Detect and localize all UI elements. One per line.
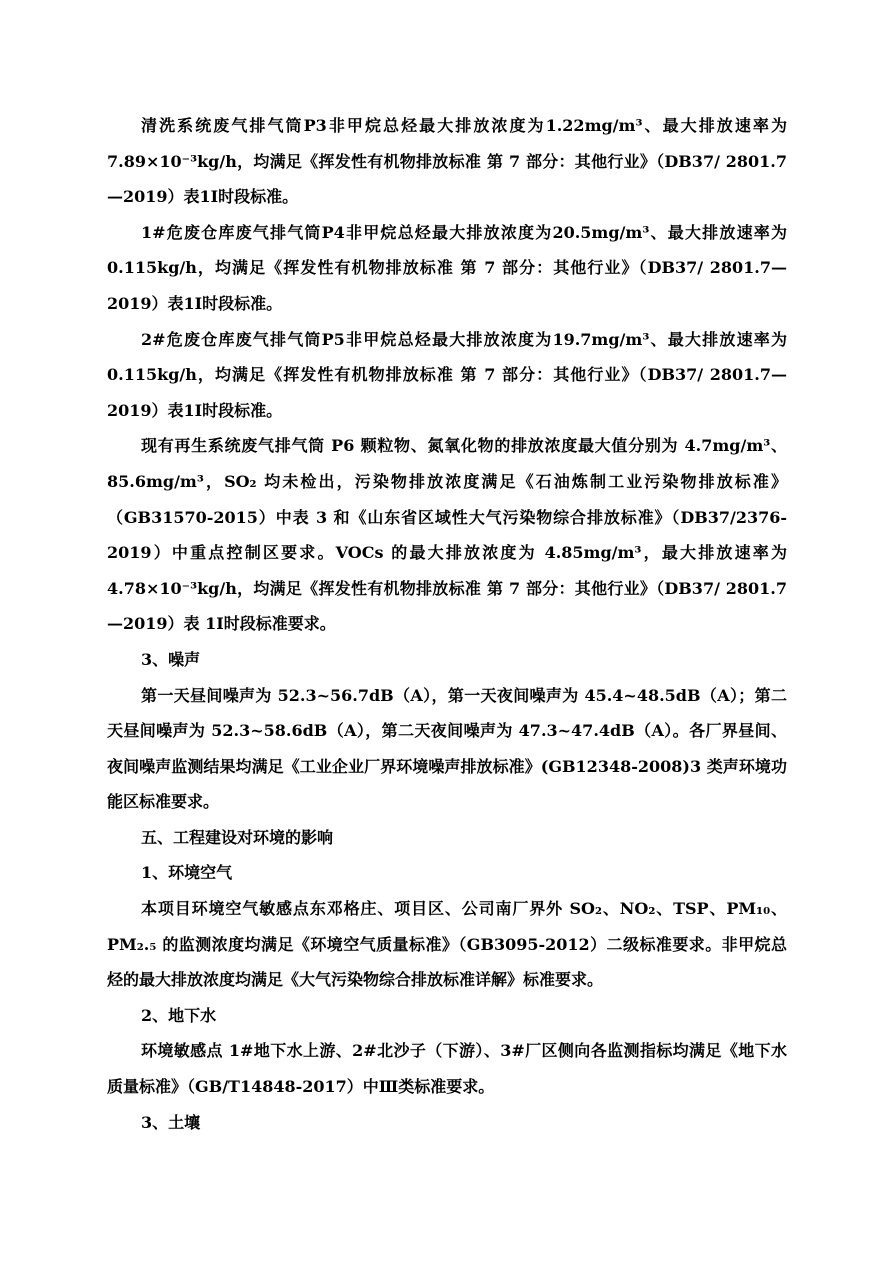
paragraph-noise: 第一天昼间噪声为 52.3~56.7dB（A），第一天夜间噪声为 45.4~48.5dB（A）；第二天昼间噪声为 52.3~58.6dB（A），第二天夜间噪声为 47.3~47.4dB（A）。各厂界昼间、夜间噪声监测结果均满足《工业企业厂界环境噪声排放标准》(GB12348-2008)3 类声环境功能区标准要求。 bbox=[107, 685, 787, 812]
heading-noise: 3、噪声 bbox=[141, 649, 201, 669]
heading-construction-impact: 五、工程建设对环境的影响 bbox=[141, 827, 334, 847]
paragraph-p4-exhaust: 1#危废仓库废气排气筒P4非甲烷总烃最大排放浓度为20.5mg/m³、最大排放速率为0.115kg/h，均满足《挥发性有机物排放标准 第 7 部分：其他行业》（DB37/ 2801.7—2019）表1Ⅰ时段标准。 bbox=[107, 222, 787, 313]
paragraph-ambient-air: 本项目环境空气敏感点东邓格庄、项目区、公司南厂界外 SO₂、NO₂、TSP、PM₁₀、PM₂.₅ 的监测浓度均满足《环境空气质量标准》（GB3095-2012）二级标准要求。非甲烷总烃的最大排放浓度均满足《大气污染物综合排放标准详解》标准要求。 bbox=[107, 899, 787, 990]
heading-soil: 3、土壤 bbox=[141, 1112, 201, 1132]
heading-groundwater: 2、地下水 bbox=[141, 1005, 217, 1025]
paragraph-p6-exhaust: 现有再生系统废气排气筒 P6 颗粒物、氮氧化物的排放浓度最大值分别为 4.7mg/m³、85.6mg/m³，SO₂ 均未检出，污染物排放浓度满足《石油炼制工业污染物排放标准》（GB31570-2015）中表 3 和《山东省区域性大气污染物综合排放标准》（DB37/2376-2019）中重点控制区要求。VOCs 的最大排放浓度为 4.85mg/m³，最大排放速率为 4.78×10⁻³kg/h，均满足《挥发性有机物排放标准 第 7 部分：其他行业》（DB37/ 2801.7—2019）表 1Ⅰ时段标准要求。 bbox=[107, 436, 787, 634]
paragraph-p5-exhaust: 2#危废仓库废气排气筒P5非甲烷总烃最大排放浓度为19.7mg/m³、最大排放速率为0.115kg/h，均满足《挥发性有机物排放标准 第 7 部分：其他行业》（DB37/ 2801.7—2019）表1Ⅰ时段标准。 bbox=[107, 329, 787, 420]
document-page bbox=[107, 108, 787, 1140]
heading-ambient-air: 1、环境空气 bbox=[141, 863, 233, 883]
paragraph-groundwater: 环境敏感点 1#地下水上游、2#北沙子（下游）、3#厂区侧向各监测指标均满足《地下水质量标准》（GB/T14848-2017）中Ⅲ类标准要求。 bbox=[107, 1041, 787, 1097]
paragraph-p3-exhaust: 清洗系统废气排气筒P3非甲烷总烃最大排放浓度为1.22mg/m³、最大排放速率为7.89×10⁻³kg/h，均满足《挥发性有机物排放标准 第 7 部分：其他行业》（DB37/ 2801.7—2019）表1Ⅰ时段标准。 bbox=[107, 116, 787, 207]
